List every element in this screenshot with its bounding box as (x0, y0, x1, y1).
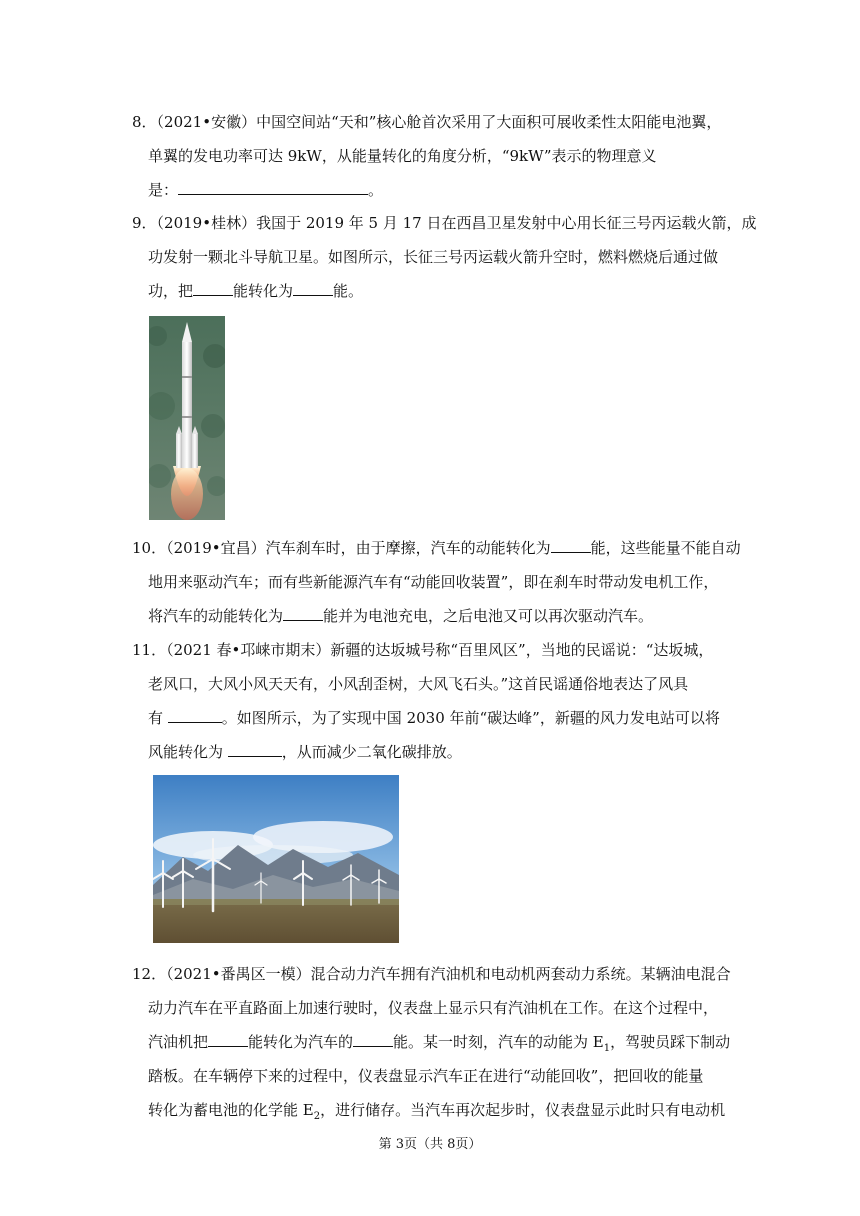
question-text: 单翼的发电功率可达 9kW，从能量转化的角度分析，“9kW”表示的物理意义 (148, 147, 657, 165)
question-number: 8． (132, 113, 157, 131)
rocket-launch-image (149, 316, 225, 520)
subscript: 2 (313, 1111, 321, 1122)
wind-farm-illustration (153, 775, 399, 943)
question-text: 能。某一时刻，汽车的动能为 E (393, 1033, 604, 1051)
question-text: 混合动力汽车拥有汽油机和电动机两套动力系统。某辆油电混合 (310, 965, 731, 983)
question-source: （2021•番禺区一模） (166, 965, 311, 983)
question-text: 风能转化为 (148, 743, 224, 761)
question-text: 。如图所示，为了实现中国 2030 年前“碳达峰”，新疆的风力发电站可以将 (221, 709, 720, 727)
question-text: 能转化为 (233, 282, 294, 300)
question-text: 将汽车的动能转化为 (148, 607, 284, 625)
question-text: 能转化为汽车的 (248, 1033, 354, 1051)
question-text: 功发射一颗北斗导航卫星。如图所示，长征三号丙运载火箭升空时，燃料燃烧后通过做 (148, 248, 719, 266)
answer-blank[interactable] (283, 604, 323, 621)
subscript: 1 (603, 1043, 611, 1054)
question-text: 功，把 (148, 282, 194, 300)
answer-blank[interactable] (208, 1030, 248, 1047)
question-text: 汽车刹车时，由于摩擦，汽车的动能转化为 (265, 539, 551, 557)
question-source: （2019•宜昌） (166, 539, 266, 557)
question-9 (132, 206, 757, 308)
answer-blank[interactable] (551, 536, 591, 553)
question-text: 我国于 2019 年 5 月 17 日在西昌卫星发射中心用长征三号丙运载火箭，成 (256, 214, 757, 232)
question-text: 踏板。在车辆停下来的过程中，仪表盘显示汽车正在进行“动能回收”，把回收的能量 (148, 1067, 704, 1085)
page-footer: 第 3页（共 8页） (378, 1137, 482, 1152)
answer-blank[interactable] (193, 279, 233, 296)
question-text: 老风口，大风小风天天有，小风刮歪树，大风飞石头。”这首民谣通俗地表达了风具 (148, 675, 689, 693)
question-text: 新疆的达坂城号称“百里风区”，当地的民谣说：“达坂城， (330, 641, 714, 659)
question-10 (132, 531, 741, 633)
question-number: 11． (132, 641, 167, 659)
question-text: 能，这些能量不能自动 (590, 539, 741, 557)
question-number: 10． (132, 539, 167, 557)
question-text: 地用来驱动汽车；而有些新能源汽车有“动能回收装置”，即在刹车时带动发电机工作， (148, 573, 719, 591)
question-text: 能。 (333, 282, 364, 300)
question-text: ，进行储存。当汽车再次起步时，仪表盘显示此时只有电动机 (320, 1101, 726, 1119)
question-text: ，从而减少二氧化碳排放。 (281, 743, 462, 761)
wind-farm-image (153, 775, 399, 943)
answer-blank[interactable] (353, 1030, 393, 1047)
question-text: 是： (148, 181, 179, 199)
question-text: 转化为蓄电池的化学能 E (148, 1101, 314, 1119)
question-text: 有 (148, 709, 164, 727)
question-text: 。 (368, 181, 384, 199)
question-text: 中国空间站“天和”核心舱首次采用了大面积可展收柔性太阳能电池翼， (256, 113, 722, 131)
question-text: 能并为电池充电，之后电池又可以再次驱动汽车。 (323, 607, 654, 625)
answer-blank[interactable] (178, 178, 368, 195)
question-text: ，驾驶员踩下制动 (610, 1033, 731, 1051)
question-source: （2019•桂林） (156, 214, 257, 232)
question-number: 9． (132, 214, 157, 232)
answer-blank[interactable] (228, 740, 282, 757)
question-8 (132, 105, 732, 207)
question-source: （2021 春•邛崃市期末） (166, 641, 331, 659)
question-number: 12． (132, 965, 167, 983)
question-text: 动力汽车在平直路面上加速行驶时，仪表盘上显示只有汽油机在工作。在这个过程中， (148, 999, 719, 1017)
question-12 (132, 957, 732, 1127)
answer-blank[interactable] (168, 706, 222, 723)
question-text: 汽油机把 (148, 1033, 209, 1051)
rocket-launch-illustration (149, 316, 225, 520)
question-11 (132, 633, 732, 769)
answer-blank[interactable] (293, 279, 333, 296)
question-source: （2021•安徽） (156, 113, 257, 131)
